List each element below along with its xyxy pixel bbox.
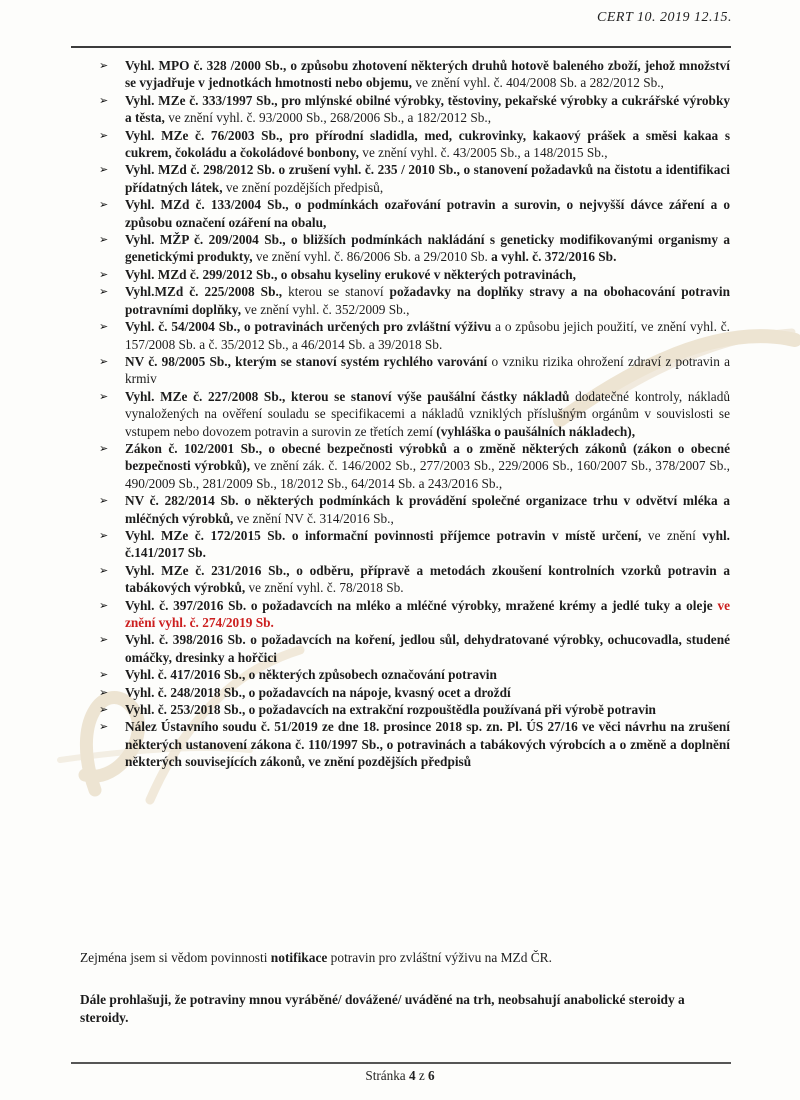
arrow-bullet-icon: ➢ — [99, 669, 109, 682]
list-item — [97, 527, 730, 562]
text-segment: NV č. 98/2005 Sb., kterým se stanoví systém rychlého varování — [125, 353, 488, 369]
arrow-bullet-icon: ➢ — [99, 529, 109, 542]
text-segment: potravin pro zvláštní výživu na MZd ČR. — [327, 950, 552, 965]
text-segment: Vyhl. č. 417/2016 Sb., o některých způsobech označování potravin — [125, 667, 497, 683]
list-item-text — [125, 354, 730, 386]
text-segment: Vyhl. MZe č. 333/1997 Sb., pro mlýnské obilné výrobky, těstoviny, pekařské výrobky a cukrářské výrobky a těsta, — [125, 92, 730, 126]
text-segment: ve znění NV č. 314/2016 Sb., — [233, 510, 394, 526]
list-item — [97, 440, 730, 492]
list-item — [97, 318, 730, 353]
text-segment: NV č. 282/2014 Sb. o některých podmínkách k provádění společné organizace trhu v odvětví mléka a mléčných výrobků, — [125, 493, 730, 526]
text-segment: dodatečné kontroly, nákladů vynaložených na ověření souladu se specifikacemi a nákladů vzniklých příslušným orgánům v souvislosti se vstupem nebo dovozem potravin a surovin ze třetích zemí — [125, 388, 730, 439]
text-segment: Vyhl. č. 248/2018 Sb., o požadavcích na nápoje, kvasný ocet a droždí — [125, 684, 511, 700]
arrow-bullet-icon: ➢ — [99, 286, 109, 299]
text-segment: a o způsobu jejich použití, ve znění vyhl. č. 157/2008 Sb. a č. 35/2012 Sb., a 46/2014 Sb. a 39/2018 Sb. — [125, 319, 730, 352]
list-item-text — [125, 319, 730, 351]
text-segment: Dále prohlašuji, že potraviny mnou vyráběné/ dovážené/ uváděné na trh, neobsahují anabolické steroidy a steroidy. — [80, 992, 685, 1025]
text-segment: Zákon č. 102/2001 Sb., o obecné bezpečnosti výrobků a o změně některých zákonů (zákon o obecné bezpečnosti výrobků), — [125, 440, 730, 474]
list-item — [97, 127, 730, 162]
list-item — [97, 266, 730, 283]
text-segment: Vyhl. MZd č. 298/2012 Sb. o zrušení vyhl. č. 235 / 2010 Sb., o stanovení požadavků na čistotu a identifikaci přídatných látek, — [125, 162, 730, 195]
list-item — [97, 562, 730, 597]
text-segment: (vyhláška o paušálních nákladech), — [436, 423, 636, 439]
list-item-text — [125, 93, 730, 125]
text-segment: Vyhl. MZe č. 172/2015 Sb. o informační povinnosti příjemce potravin v místě určení, — [125, 527, 642, 543]
page-number-footer — [0, 1068, 800, 1084]
arrow-bullet-icon: ➢ — [99, 94, 109, 107]
decree-list — [97, 57, 730, 771]
arrow-bullet-icon: ➢ — [99, 442, 109, 455]
list-item — [97, 666, 730, 683]
text-segment: ve znění vyhl. č. 43/2005 Sb., a 148/2015 Sb., — [358, 145, 608, 161]
arrow-bullet-icon: ➢ — [99, 268, 109, 281]
list-item-text — [125, 232, 730, 264]
text-segment: Vyhl.MZd č. 225/2008 Sb., — [125, 284, 283, 300]
text-segment: 6 — [428, 1068, 435, 1083]
text-segment: o vzniku rizika ohrožení zdraví z potravin a krmiv — [125, 353, 730, 387]
arrow-bullet-icon: ➢ — [99, 721, 109, 734]
list-item-text — [125, 162, 730, 194]
list-item — [97, 92, 730, 127]
text-segment: Stránka — [365, 1068, 409, 1083]
arrow-bullet-icon: ➢ — [99, 634, 109, 647]
arrow-bullet-icon: ➢ — [99, 234, 109, 247]
list-item-text — [125, 685, 511, 700]
arrow-bullet-icon: ➢ — [99, 704, 109, 717]
text-segment: 4 — [408, 1068, 416, 1083]
list-item-text — [125, 667, 497, 682]
list-item-text — [125, 441, 730, 491]
text-segment: ve znění vyhl. č. 404/2008 Sb. a 282/2012 Sb., — [412, 75, 664, 91]
list-item-text — [125, 598, 730, 630]
list-item — [97, 283, 730, 318]
text-segment: ve znění vyhl. č. 93/2000 Sb., 268/2006 Sb., a 182/2012 Sb., — [164, 110, 492, 126]
text-segment: ve znění — [641, 527, 703, 543]
list-item-text — [125, 267, 576, 282]
list-item — [97, 388, 730, 440]
text-segment: Vyhl. MZd č. 299/2012 Sb., o obsahu kyseliny erukové v některých potravinách, — [125, 266, 576, 282]
text-segment: ve znění zák. č. 146/2002 Sb., 277/2003 Sb., 229/2006 Sb., 160/2007 Sb., 378/2007 Sb., 490/2009 Sb., 281/2009 Sb., 18/2012 Sb., 64/2014 Sb. a 243/2016 Sb., — [125, 458, 731, 491]
text-segment: Vyhl. č. 54/2004 Sb., o potravinách určených pro zvláštní výživu — [125, 319, 492, 335]
list-item — [97, 701, 730, 718]
list-item — [97, 353, 730, 388]
list-item-text — [125, 702, 656, 717]
text-segment: Vyhl. č. 398/2016 Sb. o požadavcích na koření, jedlou sůl, dehydratované výrobky, ochucovadla, studené omáčky, dresinky a hořčici — [125, 632, 730, 665]
text-segment: požadavky na doplňky stravy a na obohacování potravin potravními doplňky, — [125, 284, 730, 317]
text-segment: Zejména jsem si vědom povinnosti — [80, 950, 271, 965]
list-item-text — [125, 128, 730, 160]
list-item-text — [125, 632, 730, 664]
text-segment: Vyhl. MZd č. 133/2004 Sb., o podmínkách ozařování potravin a surovin, o nejvyšší dávce záření a o způsobu označení ozáření na obalu, — [125, 197, 730, 230]
list-item-text — [125, 197, 730, 229]
list-item — [97, 57, 730, 92]
arrow-bullet-icon: ➢ — [99, 599, 109, 612]
declaration-paragraph — [80, 991, 730, 1027]
text-segment: ve znění vyhl. č. 78/2018 Sb. — [245, 580, 404, 596]
arrow-bullet-icon: ➢ — [99, 495, 109, 508]
list-item-text — [125, 563, 730, 595]
list-item — [97, 631, 730, 666]
text-segment: Vyhl. MŽP č. 209/2004 Sb., o bližších podmínkách nakládání s geneticky modifikovanými organismy a genetickými produkty, — [125, 232, 730, 265]
text-segment: notifikace — [270, 950, 328, 965]
arrow-bullet-icon: ➢ — [99, 686, 109, 699]
arrow-bullet-icon: ➢ — [99, 60, 109, 72]
list-item-text — [125, 528, 730, 560]
arrow-bullet-icon: ➢ — [99, 199, 109, 212]
text-segment: a vyhl. č. 372/2016 Sb. — [491, 249, 617, 265]
list-item — [97, 684, 730, 701]
footer-divider — [71, 1062, 731, 1064]
text-segment: ve znění vyhl. č. 86/2006 Sb. a 29/2010 Sb. — [252, 249, 492, 265]
list-item — [97, 231, 730, 266]
list-item-text — [125, 719, 730, 769]
text-segment: ve znění vyhl. č. 274/2019 Sb. — [125, 597, 730, 630]
list-item-text — [125, 58, 730, 90]
arrow-bullet-icon: ➢ — [99, 164, 109, 177]
list-item-text — [125, 389, 730, 439]
list-item — [97, 597, 730, 632]
list-item-text — [125, 493, 730, 525]
text-segment: ve znění pozdějších předpisů, — [222, 179, 384, 195]
top-divider — [71, 46, 731, 48]
text-segment: Vyhl. MPO č. 328 /2000 Sb., o způsobu zhotovení některých druhů hotově baleného zboží, jehož množství se vyjadřuje v jednotkách hmotnosti nebo objemu, — [125, 58, 730, 91]
list-item — [97, 492, 730, 527]
list-item-text — [125, 284, 730, 316]
notification-paragraph — [80, 949, 730, 967]
text-segment: vyhl. č.141/2017 Sb. — [125, 527, 730, 561]
arrow-bullet-icon: ➢ — [99, 355, 109, 368]
arrow-bullet-icon: ➢ — [99, 129, 109, 142]
list-item — [97, 718, 730, 770]
date-stamp: CERT 10. 2019 12.15. — [597, 10, 732, 25]
text-segment: Vyhl. MZe č. 231/2016 Sb., o odběru, přípravě a metodách zkoušení kontrolních vzorků potravin a tabákových výrobků, — [125, 562, 730, 596]
arrow-bullet-icon: ➢ — [99, 390, 109, 403]
text-segment: Vyhl. č. 397/2016 Sb. o požadavcích na mléko a mléčné výrobky, mražené krémy a jedlé tuky a oleje — [125, 597, 718, 613]
text-segment: Vyhl. MZe č. 76/2003 Sb., pro přírodní sladidla, med, cukrovinky, kakaový prášek a směsi kakaa s cukrem, čokoládu a čokoládové bonbony, — [125, 127, 730, 161]
text-segment: kterou se stanoví — [282, 284, 390, 300]
list-item — [97, 196, 730, 231]
text-segment: z — [415, 1068, 429, 1083]
text-segment: Vyhl. MZe č. 227/2008 Sb., kterou se stanoví výše paušální částky nákladů — [125, 388, 570, 404]
list-item — [97, 161, 730, 196]
arrow-bullet-icon: ➢ — [99, 321, 109, 334]
text-segment: Vyhl. č. 253/2018 Sb., o požadavcích na extrakční rozpouštědla používaná při výrobě potravin — [125, 702, 656, 718]
arrow-bullet-icon: ➢ — [99, 564, 109, 577]
text-segment: Nález Ústavního soudu č. 51/2019 ze dne 18. prosince 2018 sp. zn. Pl. ÚS 27/16 ve věci návrhu na zrušení některých ustanovení zákona č. 110/1997 Sb., o potravinách a tabákových výrobcích a o změně a doplnění některých souvisejících zákonů, ve znění pozdějších předpisů — [125, 719, 730, 770]
text-segment: ve znění vyhl. č. 352/2009 Sb., — [241, 301, 410, 317]
